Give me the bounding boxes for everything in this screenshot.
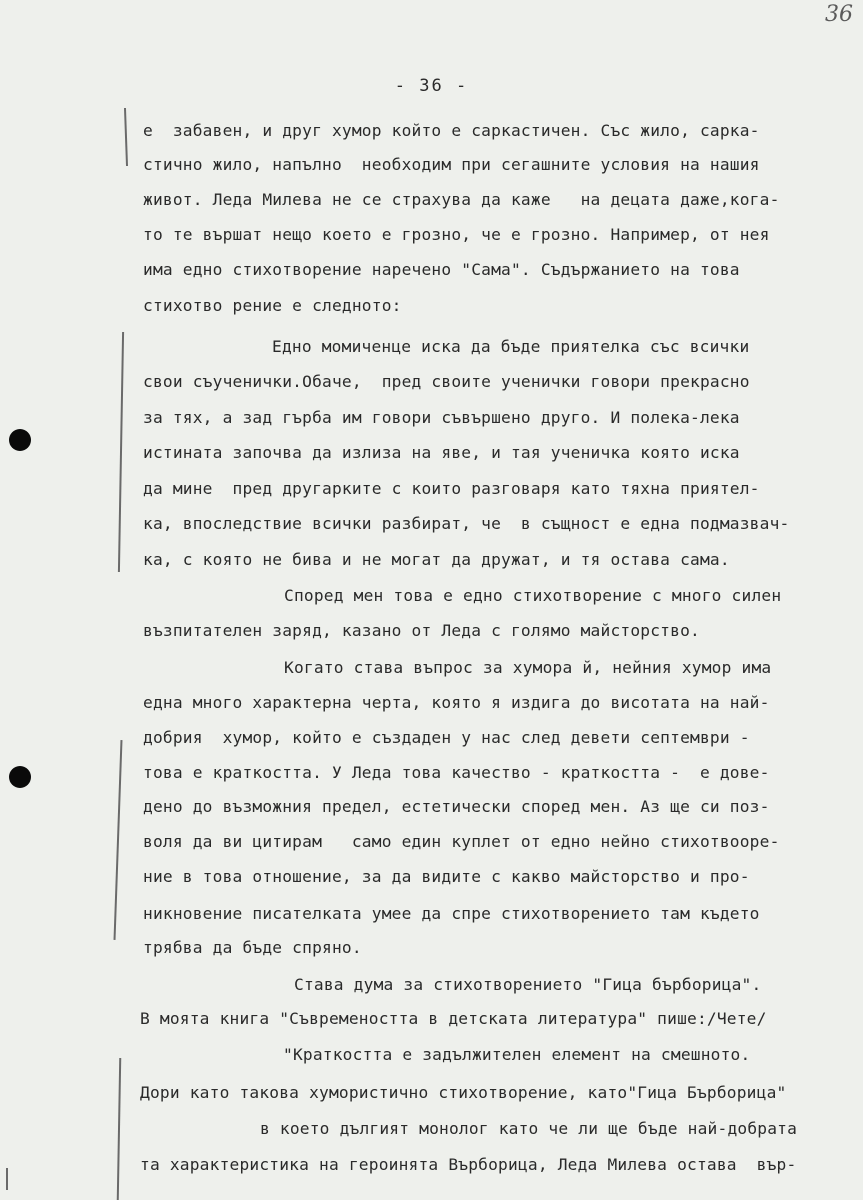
text-line: дено до възможния предел, естетически според мен. Аз ще си поз- xyxy=(143,797,770,816)
text-line: Става дума за стихотворението "Гица бърборица". xyxy=(294,975,762,994)
text-line: да мине пред другарките с които разговаря като тяхна приятел- xyxy=(143,479,760,498)
text-line: никновение писателката умее да спре стихотворението там където xyxy=(143,904,760,923)
text-line: та характеристика на героинята Върборица, Леда Милева остава вър- xyxy=(140,1155,797,1174)
margin-mark xyxy=(118,332,124,572)
text-line: в което дългият монолог като че ли ще бъде най-добрата xyxy=(260,1119,798,1138)
punch-hole xyxy=(9,429,31,451)
text-line: е забавен, и друг хумор който е саркастичен. Със жило, сарка- xyxy=(143,121,760,140)
text-line: Дори като такова хумористично стихотворение, като"Гица Бърборица" xyxy=(140,1083,787,1102)
text-line: В моята книга "Съвремеността в детската литература" пише:/Чете/ xyxy=(140,1009,767,1028)
text-line: ка, с която не бива и не могат да дружат, и тя остава сама. xyxy=(143,550,730,569)
text-line: за тях, а зад гърба им говори съвършено друго. И полека-лека xyxy=(143,408,740,427)
text-line: трябва да бъде спряно. xyxy=(143,938,362,957)
margin-mark xyxy=(117,1058,121,1200)
margin-mark xyxy=(114,740,123,940)
text-line: една много характерна черта, която я издига до висотата на най- xyxy=(143,693,770,712)
page-number: - 36 - xyxy=(394,76,469,96)
text-line: добрия хумор, който е създаден у нас след девети септември - xyxy=(143,728,750,747)
text-line: това е краткостта. У Леда това качество - краткостта - е дове- xyxy=(143,763,770,782)
text-line: ние в това отношение, за да видите с какво майсторство и про- xyxy=(143,867,750,886)
text-line: "Краткостта е задължителен елемент на смешното. xyxy=(283,1045,751,1064)
margin-mark xyxy=(124,108,128,166)
text-line: воля да ви цитирам само един куплет от едно нейно стихотвооре- xyxy=(143,832,780,851)
text-line: Едно момиченце иска да бъде приятелка със всички xyxy=(272,337,750,356)
text-line: истината започва да излиза на яве, и тая ученичка която иска xyxy=(143,443,740,462)
text-line: свои съученички.Обаче, пред своите ученички говори прекрасно xyxy=(143,372,750,391)
text-line: Когато става въпрос за хумора й, нейния хумор има xyxy=(284,658,772,677)
punch-hole xyxy=(9,766,31,788)
text-line: има едно стихотворение наречено "Сама". Съдържанието на това xyxy=(143,260,740,279)
corner-page-number: 36 xyxy=(825,2,853,27)
text-line: ка, впоследствие всички разбират, че в същност е една подмазвач- xyxy=(143,514,790,533)
text-line: живот. Леда Милева не се страхува да каже на децата даже,кога- xyxy=(143,190,780,209)
text-line: възпитателен заряд, казано от Леда с голямо майсторство. xyxy=(143,621,700,640)
text-line: стично жило, напълно необходим при сегашните условия на нашия xyxy=(143,155,760,174)
text-line: то те вършат нещо което е грозно, че е грозно. Например, от нея xyxy=(143,225,770,244)
text-line: стихотво рение е следното: xyxy=(143,296,402,315)
text-line: Според мен това е едно стихотворение с много силен xyxy=(284,586,782,605)
margin-mark xyxy=(6,1168,8,1190)
